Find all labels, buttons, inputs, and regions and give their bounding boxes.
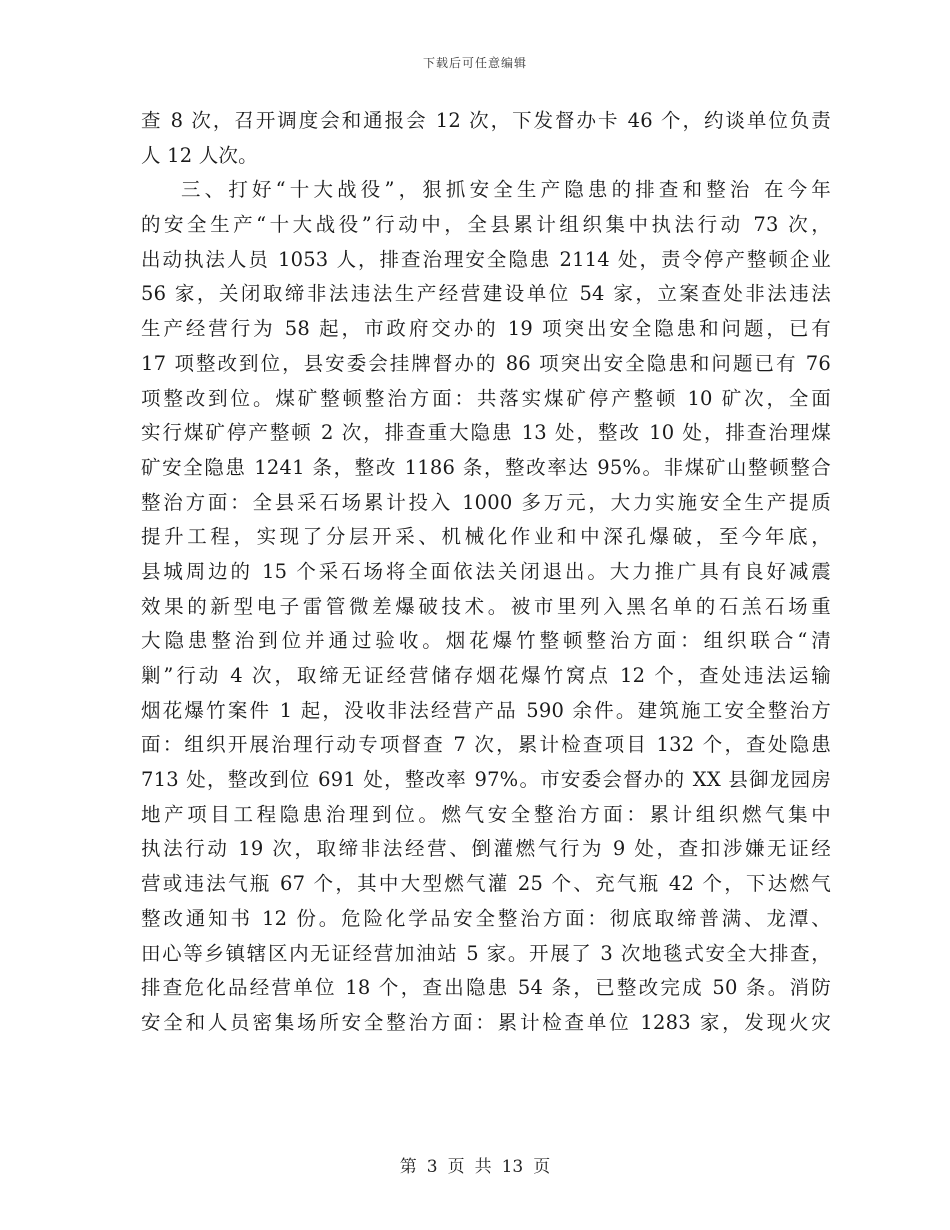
page-header-note: 下载后可任意编辑 — [422, 56, 527, 70]
body-line: 面：组织开展治理行动专项督查 7 次，累计检查项目 132 个，查处隐患 — [141, 733, 831, 757]
body-line: 安全和人员密集场所安全整治方面：累计检查单位 1283 家，发现火灾 — [141, 1010, 831, 1034]
body-line: 17 项整改到位，县安委会挂牌督办的 86 项突出安全隐患和问题已有 76 — [141, 351, 831, 375]
footer-word-total: 共 — [474, 1157, 492, 1177]
body-line: 项整改到位。煤矿整顿整治方面：共落实煤矿停产整顿 10 矿次，全面 — [141, 386, 831, 410]
body-line: 生产经营行为 58 起，市政府交办的 19 项突出安全隐患和问题，已有 — [141, 317, 831, 341]
footer-word-page: 第 — [399, 1157, 417, 1177]
footer-current-page: 3 — [426, 1157, 438, 1177]
body-line: 大隐患整治到位并通过验收。烟花爆竹整顿整治方面：组织联合“清 — [141, 629, 831, 653]
body-line: 整治方面：全县采石场累计投入 1000 多万元，大力实施安全生产提质 — [141, 490, 831, 514]
document-body — [141, 104, 831, 1041]
footer-word-ye: 页 — [447, 1157, 465, 1177]
section-heading-line: 三、打好“十大战役”，狠抓安全生产隐患的排查和整治 在今年 — [181, 178, 831, 202]
body-line: 713 处，整改到位 691 处，整改率 97%。市安委会督办的 XX 县御龙园房 — [141, 768, 831, 792]
body-line: 实行煤矿停产整顿 2 次，排查重大隐患 13 处，整改 10 处，排查治理煤 — [141, 421, 831, 445]
body-line: 排查危化品经营单位 18 个，查出隐患 54 条，已整改完成 50 条。消防 — [141, 976, 831, 1000]
body-line: 人 12 人次。 — [141, 143, 258, 167]
body-line: 剿”行动 4 次，取缔无证经营储存烟花爆竹窝点 12 个，查处违法运输 — [141, 664, 831, 687]
body-line: 地产项目工程隐患治理到位。燃气安全整治方面：累计组织燃气集中 — [141, 802, 831, 826]
body-line: 营或违法气瓶 67 个，其中大型燃气灌 25 个、充气瓶 42 个，下达燃气 — [141, 872, 831, 896]
body-line: 矿安全隐患 1241 条，整改 1186 条，整改率达 95%。非煤矿山整顿整合 — [141, 455, 831, 479]
footer-word-ye-2: 页 — [533, 1157, 551, 1177]
footer-total-pages: 13 — [501, 1157, 524, 1177]
body-line: 出动执法人员 1053 人，排查治理安全隐患 2114 处，责令停产整顿企业 — [141, 247, 831, 271]
body-line: 县城周边的 15 个采石场将全面依法关闭退出。大力推广具有良好减震 — [141, 559, 831, 583]
body-line: 执法行动 19 次，取缔非法经营、倒灌燃气行为 9 处，查扣涉嫌无证经 — [141, 837, 831, 861]
body-line: 56 家，关闭取缔非法违法生产经营建设单位 54 家，立案查处非法违法 — [141, 282, 831, 306]
body-line: 提升工程，实现了分层开采、机械化作业和中深孔爆破，至今年底， — [141, 525, 831, 549]
page-footer — [0, 1152, 950, 1177]
body-line: 的安全生产“十大战役”行动中，全县累计组织集中执法行动 73 次， — [141, 213, 831, 237]
body-line: 整改通知书 12 份。危险化学品安全整治方面：彻底取缔普满、龙潭、 — [141, 906, 831, 930]
body-line: 效果的新型电子雷管微差爆破技术。被市里列入黑名单的石羔石场重 — [141, 594, 831, 618]
body-line: 烟花爆竹案件 1 起，没收非法经营产品 590 余件。建筑施工安全整治方 — [141, 698, 831, 722]
body-line: 查 8 次，召开调度会和通报会 12 次，下发督办卡 46 个，约谈单位负责 — [141, 109, 831, 132]
body-line: 田心等乡镇辖区内无证经营加油站 5 家。开展了 3 次地毯式安全大排查， — [141, 941, 831, 965]
